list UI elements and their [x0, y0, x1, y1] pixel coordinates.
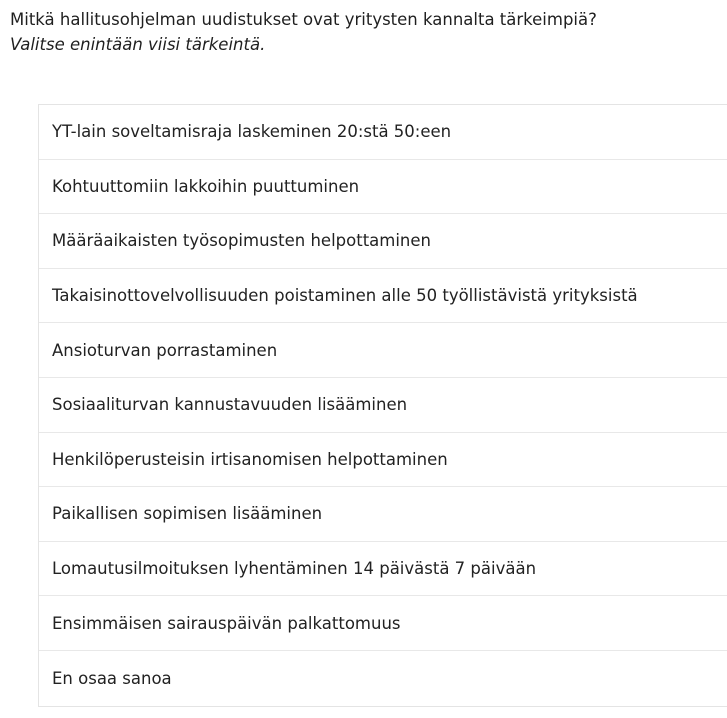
answer-option-label: Sosiaaliturvan kannustavuuden lisääminen: [52, 395, 408, 415]
answer-option-takaisinotto[interactable]: [39, 269, 727, 324]
answer-option-label: Henkilöperusteisin irtisanomisen helpottaminen: [52, 449, 448, 469]
answer-option-sosiaaliturva[interactable]: [39, 378, 727, 433]
question-header: [10, 7, 597, 57]
answer-option-label: Takaisinottovelvollisuuden poistaminen alle 50 työllistävistä yrityksistä: [52, 286, 638, 306]
answer-option-label: Määräaikaisten työsopimusten helpottaminen: [52, 231, 431, 251]
answer-option-label: En osaa sanoa: [52, 668, 172, 688]
answer-option-paikallinen-sopiminen[interactable]: [39, 487, 727, 542]
answer-option-ansioturva[interactable]: [39, 323, 727, 378]
answer-options-list: [38, 104, 727, 707]
answer-option-lakot[interactable]: [39, 160, 727, 215]
answer-option-label: Kohtuuttomiin lakkoihin puuttuminen: [52, 176, 360, 196]
answer-option-en-osaa-sanoa[interactable]: [39, 651, 727, 706]
answer-option-maaraaikaiset[interactable]: [39, 214, 727, 269]
question-instruction: Valitse enintään viisi tärkeintä.: [10, 35, 266, 54]
answer-option-label: Lomautusilmoituksen lyhentäminen 14 päivästä 7 päivään: [52, 559, 537, 579]
answer-option-yt-laki[interactable]: [39, 105, 727, 160]
answer-option-irtisanominen[interactable]: [39, 433, 727, 488]
answer-option-label: Ansioturvan porrastaminen: [52, 340, 278, 360]
answer-option-sairauspaiva[interactable]: [39, 596, 727, 651]
answer-option-lomautusilmoitus[interactable]: [39, 542, 727, 597]
answer-option-label: Ensimmäisen sairauspäivän palkattomuus: [52, 613, 401, 633]
answer-option-label: YT-lain soveltamisraja laskeminen 20:stä 50:een: [52, 122, 452, 142]
answer-option-label: Paikallisen sopimisen lisääminen: [52, 504, 323, 524]
question-title: Mitkä hallitusohjelman uudistukset ovat yritysten kannalta tärkeimpiä?: [10, 10, 597, 29]
